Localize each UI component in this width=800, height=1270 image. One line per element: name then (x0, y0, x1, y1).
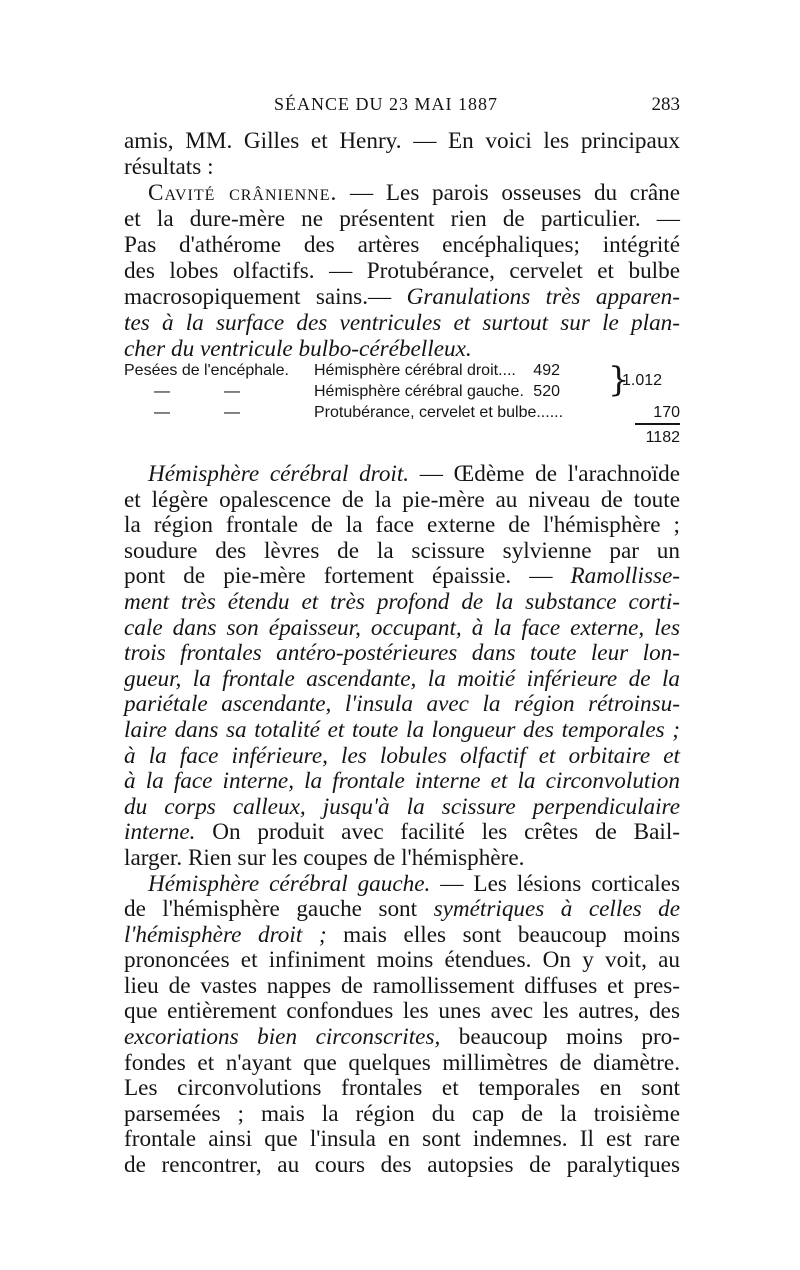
weights-value: 492 (533, 362, 560, 379)
text-line: Pas d'athérome des artères encéphaliques; intégrité (124, 232, 680, 258)
section-heading: Cavité crânienne. (148, 180, 338, 206)
text-line: résultats : (124, 154, 214, 180)
weights-part: Hémisphère cérébral droit.... (314, 362, 516, 379)
text-line: cher du ventricule bulbo-cérébelleux. (124, 336, 472, 362)
weights-row (124, 381, 680, 402)
text-line: à la face inférieure, les lobules olfactif et orbitaire et (124, 742, 680, 769)
text-line: des lobes olfactifs. — Protubérance, cervelet et bulbe (124, 258, 680, 284)
weights-grand-total: 1182 (635, 423, 680, 448)
text-line: de l'hémisphère gauche sont symétriques à celles de (124, 896, 680, 923)
text-line: tes à la surface des ventricules et surtout sur le plan- (124, 310, 680, 336)
weights-group-total: 1.012 (622, 372, 663, 389)
paragraph-hemisphere-droit (124, 462, 680, 872)
text-line: fondes et n'ayant que quelques millimètres de diamètre. (124, 1049, 680, 1076)
text-line: macrosopiquement sains.— Granulations très apparen- (124, 284, 680, 310)
text-line: gueur, la frontale ascendante, la moitié inférieure de la (124, 665, 680, 692)
weights-label: Pesées de l'encéphale. (124, 362, 289, 379)
weights-row (124, 402, 680, 423)
text-line: Les circonvolutions frontales et temporales en sont (124, 1075, 680, 1102)
ditto-mark: — (154, 383, 170, 400)
text-line: de rencontrer, au cours des autopsies de paralytiques (124, 1152, 680, 1179)
ditto-mark: — (154, 404, 170, 421)
text-line: à la face interne, la frontale interne et la circonvolution (124, 768, 680, 795)
ditto-mark: — (224, 383, 240, 400)
text-line: pont de pie-mère fortement épaissie. — Ramollisse- (124, 563, 680, 590)
text-line: la région frontale de la face externe de l'hémisphère ; (124, 512, 680, 539)
text-line: du corps calleux, jusqu'à la scissure perpendiculaire (124, 793, 680, 820)
text-line: l'hémisphère droit ; mais elles sont beaucoup moins (124, 921, 680, 948)
text-line: Hémisphère cérébral gauche. — Les lésions corticales (148, 870, 680, 897)
running-head: SÉANCE DU 23 MAI 1887 (274, 94, 499, 114)
text-line: cale dans son épaisseur, occupant, à la face externe, les (124, 614, 680, 641)
weights-row (124, 360, 680, 381)
text-line: lieu de vastes nappes de ramollissement diffuses et pres- (124, 972, 680, 999)
paragraph-hemisphere-gauche (124, 872, 680, 1179)
text-block-top (124, 128, 680, 362)
text-line: ment très étendu et très profond de la substance corti- (124, 588, 680, 615)
text-line: et la dure-mère ne présentent rien de particulier. — (124, 206, 680, 232)
page-number: 283 (651, 94, 680, 115)
text-line: excoriations bien circonscrites, beaucoup moins pro- (124, 1024, 680, 1051)
text-line: que entièrement confondues les unes avec les autres, des (124, 998, 680, 1025)
text-line: Hémisphère cérébral droit. — Œdème de l'arachnoïde (148, 461, 681, 487)
weights-value: 170 (653, 404, 680, 421)
ditto-mark: — (224, 404, 240, 421)
text-line: frontale ainsi que l'insula en sont indemnes. Il est rare (124, 1126, 680, 1153)
paragraph-cavite-cranienne (124, 180, 680, 362)
paragraph-intro (124, 128, 680, 180)
text-line: amis, MM. Gilles et Henry. — En voici les principaux (124, 128, 680, 154)
text-line: larger. Rien sur les coupes de l'hémisphère. (124, 844, 525, 871)
weights-part: Hémisphère cérébral gauche. (314, 383, 524, 400)
text-line: laire dans sa totalité et toute la longueur des temporales ; (124, 716, 680, 743)
text-line: et légère opalescence de la pie-mère au niveau de toute (124, 486, 680, 513)
text-block-bottom (124, 462, 680, 1179)
text-line: Cavité crânienne. — Les parois osseuses du crâne (148, 180, 681, 206)
brace-icon: } (608, 360, 630, 400)
text-line: soudure des lèvres de la scissure sylvienne par un (124, 537, 680, 564)
page-header (124, 94, 680, 124)
weights-table (124, 360, 680, 446)
weights-part: Protubérance, cervelet et bulbe...... (314, 404, 564, 421)
text-line: parsemées ; mais la région du cap de la troisième (124, 1100, 680, 1127)
text-line: interne. On produit avec facilité les crêtes de Bail- (124, 819, 680, 846)
text-line: trois frontales antéro-postérieures dans toute leur lon- (124, 640, 680, 667)
text-line: prononcées et infiniment moins étendues. On y voit, au (124, 947, 680, 974)
weights-value: 520 (533, 383, 560, 400)
text-line: pariétale ascendante, l'insula avec la région rétroinsu- (124, 691, 680, 718)
